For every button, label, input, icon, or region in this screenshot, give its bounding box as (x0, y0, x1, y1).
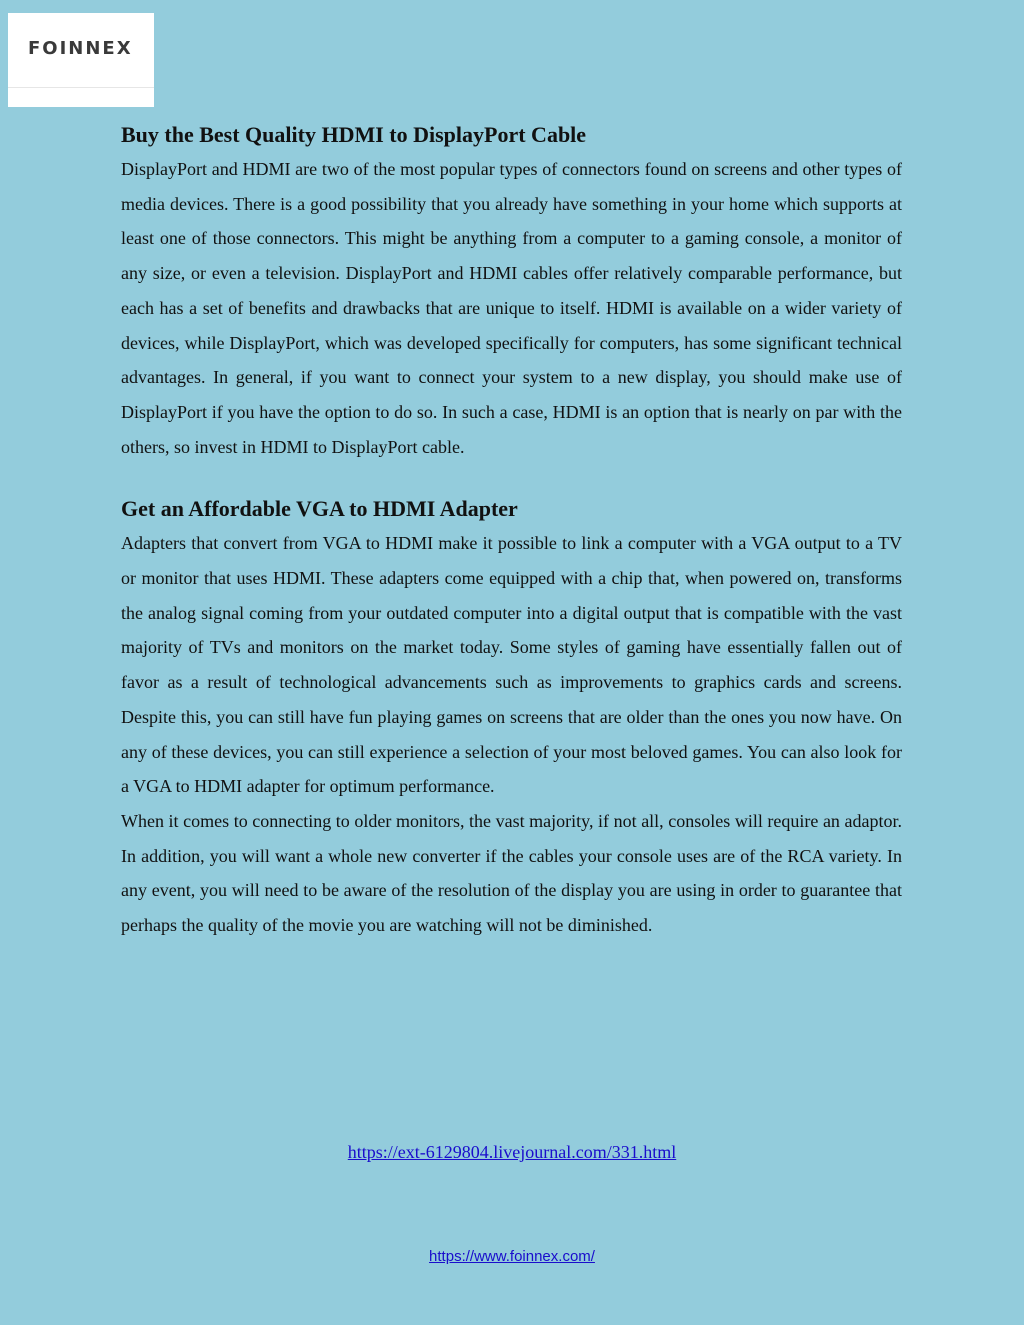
section-hdmi-displayport (121, 118, 902, 464)
logo-text: FOINNEX (28, 38, 133, 59)
logo (8, 13, 154, 107)
section-heading: Get an Affordable VGA to HDMI Adapter (121, 496, 518, 522)
section-paragraph: DisplayPort and HDMI are two of the most popular types of connectors found on screens and other types of media devices. There is a good possibility that you already have something in your home which supports at least one of those connectors. This might be anything from a computer to a gaming console, a monitor of any size, or even a television. DisplayPort and HDMI cables offer relatively comparable performance, but each has a set of benefits and drawbacks that are unique to itself. HDMI is available on a wider variety of devices, while DisplayPort, which was developed specifically for computers, has some significant technical advantages. In general, if you want to connect your system to a new display, you should make use of DisplayPort if you have the option to do so. In such a case, HDMI is an option that is nearly on par with the others, so invest in HDMI to DisplayPort cable. (121, 159, 902, 457)
article-content (121, 118, 902, 943)
section-paragraph: Adapters that convert from VGA to HDMI make it possible to link a computer with a VGA output to a TV or monitor that uses HDMI. These adapters come equipped with a chip that, when powered on, transforms the analog signal coming from your outdated computer into a digital output that is compatible with the vast majority of TVs and monitors on the market today. Some styles of gaming have essentially fallen out of favor as a result of technological advancements such as improvements to graphics cards and screens. Despite this, you can still have fun playing games on screens that are older than the ones you now have. On any of these devices, you can still experience a selection of your most beloved games. You can also look for a VGA to HDMI adapter for optimum performance. (121, 533, 902, 797)
section-heading: Buy the Best Quality HDMI to DisplayPort Cable (121, 122, 587, 147)
site-link[interactable]: https://www.foinnex.com/ (429, 1248, 595, 1265)
article-link[interactable]: https://ext-6129804.livejournal.com/331.html (347, 1142, 677, 1162)
logo-divider (8, 87, 154, 88)
section-vga-hdmi (121, 492, 902, 942)
section-paragraph: When it comes to connecting to older monitors, the vast majority, if not all, consoles will require an adaptor. In addition, you will want a whole new converter if the cables your console uses are of the RCA variety. In any event, you will need to be aware of the resolution of the display you are using in order to guarantee that perhaps the quality of the movie you are watching will not be diminished. (121, 810, 902, 936)
